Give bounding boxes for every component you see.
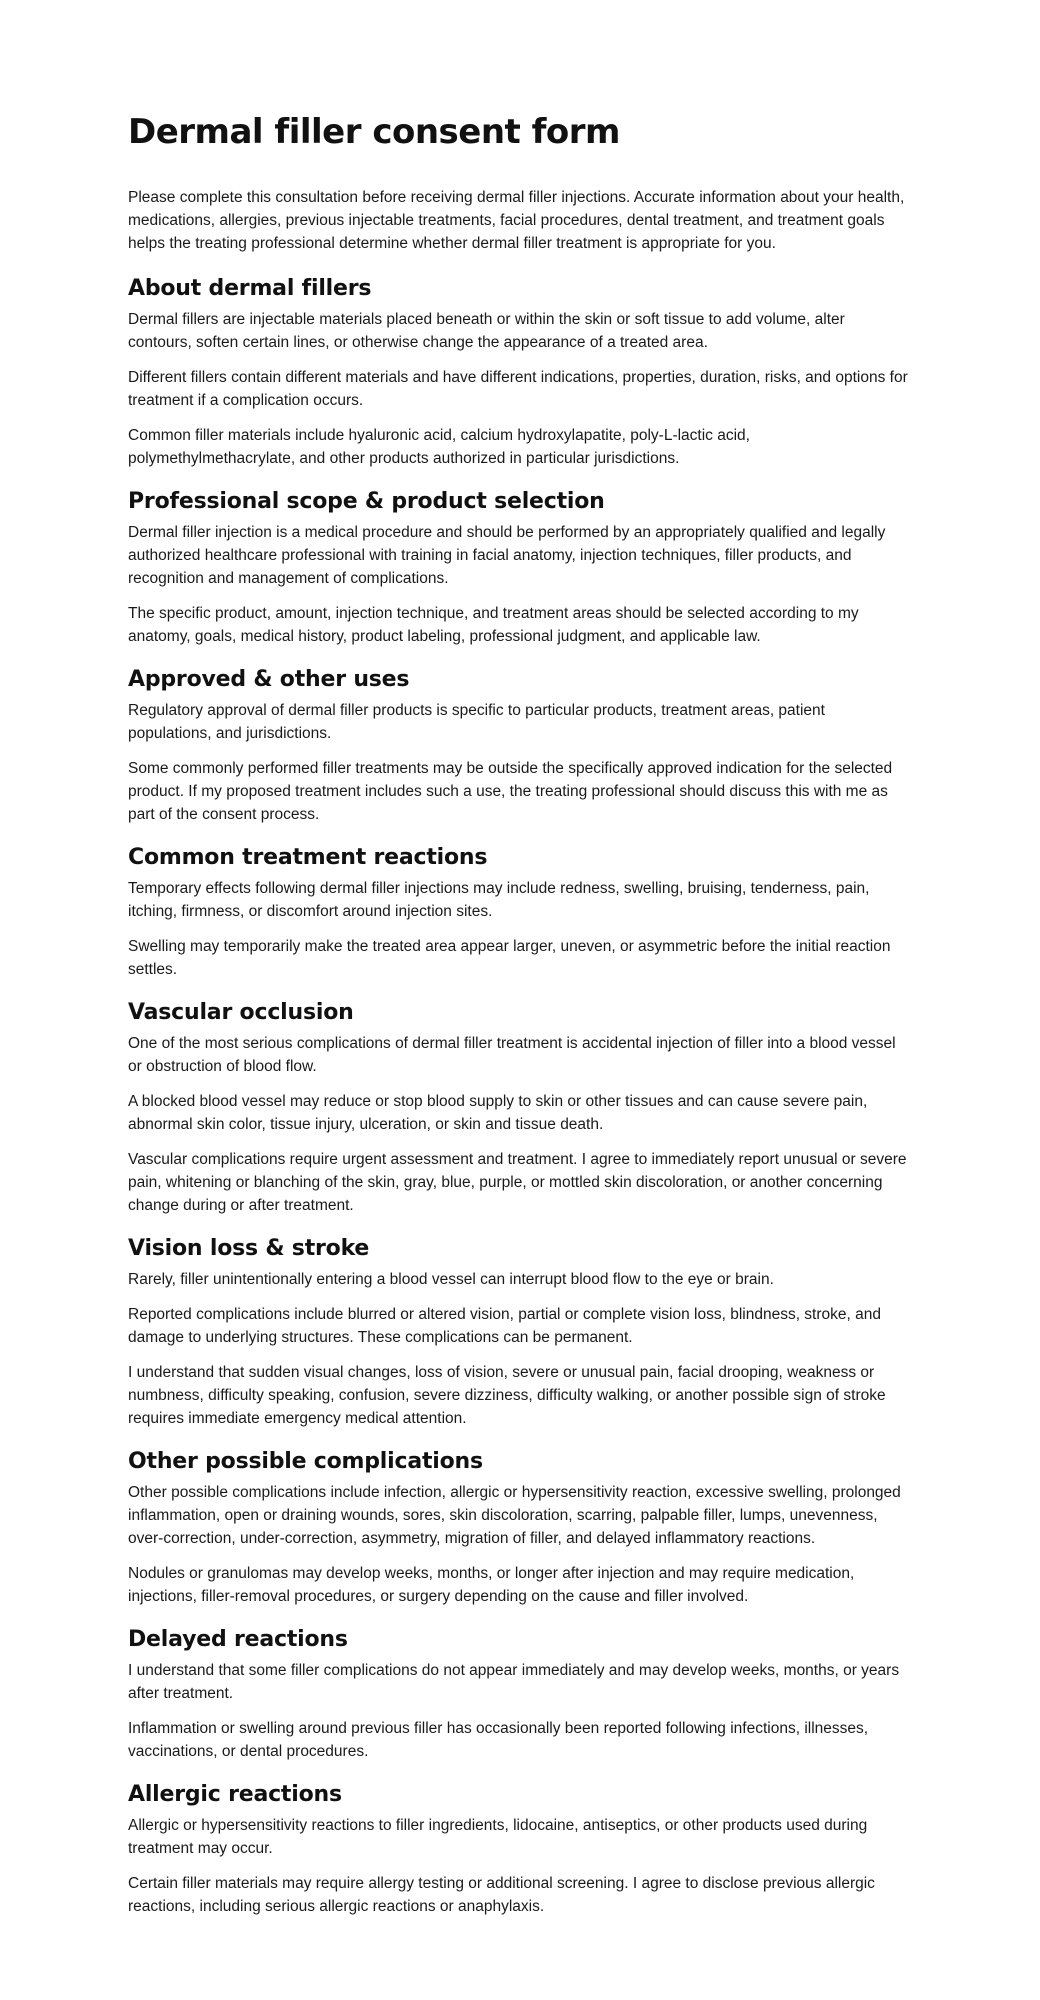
section-paragraph: Vascular complications require urgent assessment and treatment. I agree to immediately report unusual or severe pain, whitening or blanching of the skin, gray, blue, purple, or mottled skin discoloration, or another concerning change during or after treatment. — [128, 1151, 907, 1214]
section-vascular-occlusion — [128, 998, 912, 1217]
section-heading: Approved & other uses — [128, 667, 410, 692]
section-paragraph: Common filler materials include hyaluronic acid, calcium hydroxylapatite, poly-L-lactic acid, polymethylmethacrylate, and other products authorized in particular jurisdictions. — [128, 427, 750, 467]
section-paragraph: The specific product, amount, injection technique, and treatment areas should be selected according to my anatomy, goals, medical history, product labeling, professional judgment, and applicable law. — [128, 605, 859, 645]
section-other-possible-complications — [128, 1447, 912, 1608]
section-common-treatment-reactions — [128, 843, 912, 981]
intro-paragraph: Please complete this consultation before receiving dermal filler injections. Accurate information about your health, medications, allergies, previous injectable treatments, facial procedures, dental treatment, and treatment goals helps the treating professional determine whether dermal filler treatment is appropriate for you. — [128, 189, 905, 252]
form-content — [128, 110, 912, 1935]
section-paragraph: Temporary effects following dermal filler injections may include redness, swelling, bruising, tenderness, pain, itching, firmness, or discomfort around injection sites. — [128, 880, 870, 920]
section-delayed-reactions — [128, 1625, 912, 1763]
section-paragraph: Rarely, filler unintentionally entering a blood vessel can interrupt blood flow to the eye or brain. — [128, 1271, 774, 1288]
section-paragraph: Nodules or granulomas may develop weeks, months, or longer after injection and may require medication, injections, filler-removal procedures, or surgery depending on the cause and filler involved. — [128, 1565, 855, 1605]
section-heading: Common treatment reactions — [128, 845, 488, 870]
section-professional-scope-product-selection — [128, 487, 912, 648]
section-heading: Allergic reactions — [128, 1782, 342, 1807]
section-about-dermal-fillers — [128, 274, 912, 470]
section-allergic-reactions — [128, 1780, 912, 1918]
section-paragraph: Dermal fillers are injectable materials placed beneath or within the skin or soft tissue to add volume, alter contours, soften certain lines, or otherwise change the appearance of a treated area. — [128, 311, 845, 351]
section-paragraph: A blocked blood vessel may reduce or stop blood supply to skin or other tissues and can cause severe pain, abnormal skin color, tissue injury, ulceration, or skin and tissue death. — [128, 1093, 868, 1133]
section-paragraph: Reported complications include blurred or altered vision, partial or complete vision loss, blindness, stroke, and damage to underlying structures. These complications can be permanent. — [128, 1306, 881, 1346]
section-vision-loss-stroke — [128, 1234, 912, 1430]
section-paragraph: Swelling may temporarily make the treated area appear larger, uneven, or asymmetric before the initial reaction settles. — [128, 938, 891, 978]
section-paragraph: I understand that some filler complications do not appear immediately and may develop weeks, months, or years after treatment. — [128, 1662, 900, 1702]
section-paragraph: Regulatory approval of dermal filler products is specific to particular products, treatment areas, patient populations, and jurisdictions. — [128, 702, 825, 742]
section-paragraph: I understand that sudden visual changes, loss of vision, severe or unusual pain, facial drooping, weakness or numbness, difficulty speaking, confusion, severe dizziness, difficulty walking, or another possible sign of stroke requires immediate emergency medical attention. — [128, 1364, 886, 1427]
page-title: Dermal filler consent form — [128, 112, 620, 152]
section-paragraph: Different fillers contain different materials and have different indications, properties, duration, risks, and options for treatment if a complication occurs. — [128, 369, 908, 409]
section-paragraph: Certain filler materials may require allergy testing or additional screening. I agree to disclose previous allergic reactions, including serious allergic reactions or anaphylaxis. — [128, 1875, 875, 1915]
section-heading: Delayed reactions — [128, 1627, 348, 1652]
section-paragraph: Allergic or hypersensitivity reactions to filler ingredients, lidocaine, antiseptics, or other products used during treatment may occur. — [128, 1817, 868, 1857]
section-paragraph: Dermal filler injection is a medical procedure and should be performed by an appropriately qualified and legally authorized healthcare professional with training in facial anatomy, injection techniques, filler products, and recognition and management of complications. — [128, 524, 886, 587]
section-heading: Vision loss & stroke — [128, 1236, 370, 1261]
section-paragraph: Other possible complications include infection, allergic or hypersensitivity reaction, excessive swelling, prolonged inflammation, open or draining wounds, sores, skin discoloration, scarring, palpable filler, lumps, unevenness, over-correction, under-correction, asymmetry, migration of filler, and delayed inflammatory reactions. — [128, 1484, 901, 1547]
section-heading: Vascular occlusion — [128, 1000, 354, 1025]
section-heading: Other possible complications — [128, 1449, 483, 1474]
section-paragraph: Some commonly performed filler treatments may be outside the specifically approved indication for the selected product. If my proposed treatment includes such a use, the treating professional should discuss this with me as part of the consent process. — [128, 760, 893, 823]
section-heading: Professional scope & product selection — [128, 489, 605, 514]
section-heading: About dermal fillers — [128, 276, 372, 301]
section-paragraph: Inflammation or swelling around previous filler has occasionally been reported following infections, illnesses, vaccinations, or dental procedures. — [128, 1720, 869, 1760]
form-sections — [128, 274, 912, 1918]
section-paragraph: One of the most serious complications of dermal filler treatment is accidental injection of filler into a blood vessel or obstruction of blood flow. — [128, 1035, 896, 1075]
section-approved-other-uses — [128, 665, 912, 826]
